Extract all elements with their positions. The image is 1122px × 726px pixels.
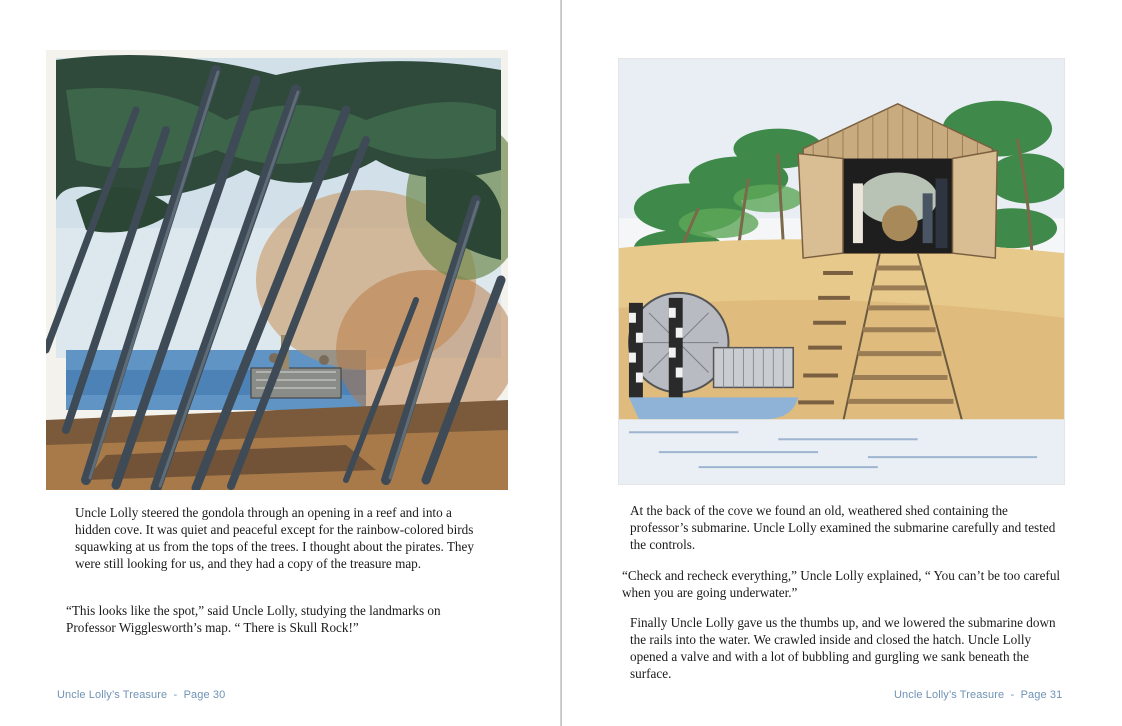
left-page xyxy=(0,0,560,726)
right-page xyxy=(562,0,1122,726)
left-page-footer: Uncle Lolly’s Treasure - Page 30 xyxy=(57,689,226,701)
submarine-shed-illustration xyxy=(618,58,1065,485)
right-paragraph-1: At the back of the cove we found an old, weathered shed containing the professor’s submarine. Uncle Lolly examined the submarine carefully and tested the controls. xyxy=(630,503,1056,553)
left-paragraph-1: Uncle Lolly steered the gondola through an opening in a reef and into a hidden cove. It was quiet and peaceful except for the rainbow-colored birds squawking at us from the tops of the trees. I thought about the pirates. They were still looking for us, and they had a copy of the treasure map. xyxy=(75,505,474,572)
gondola-cove-illustration xyxy=(46,50,508,490)
left-paragraph-2: “This looks like the spot,” said Uncle Lolly, studying the landmarks on Professor Wigglesworth’s map. “ There is Skull Rock!” xyxy=(66,603,441,636)
right-paragraph-3: Finally Uncle Lolly gave us the thumbs up, and we lowered the submarine down the rails into the water. We crawled inside and closed the hatch. Uncle Lolly opened a valve and with a lot of bubbling and gurgling we sank beneath the surface. xyxy=(630,615,1056,682)
right-page-footer: Uncle Lolly’s Treasure - Page 31 xyxy=(894,689,1063,701)
right-paragraph-2: “Check and recheck everything,” Uncle Lolly explained, “ You can’t be too careful when you are going underwater.” xyxy=(622,568,1061,601)
